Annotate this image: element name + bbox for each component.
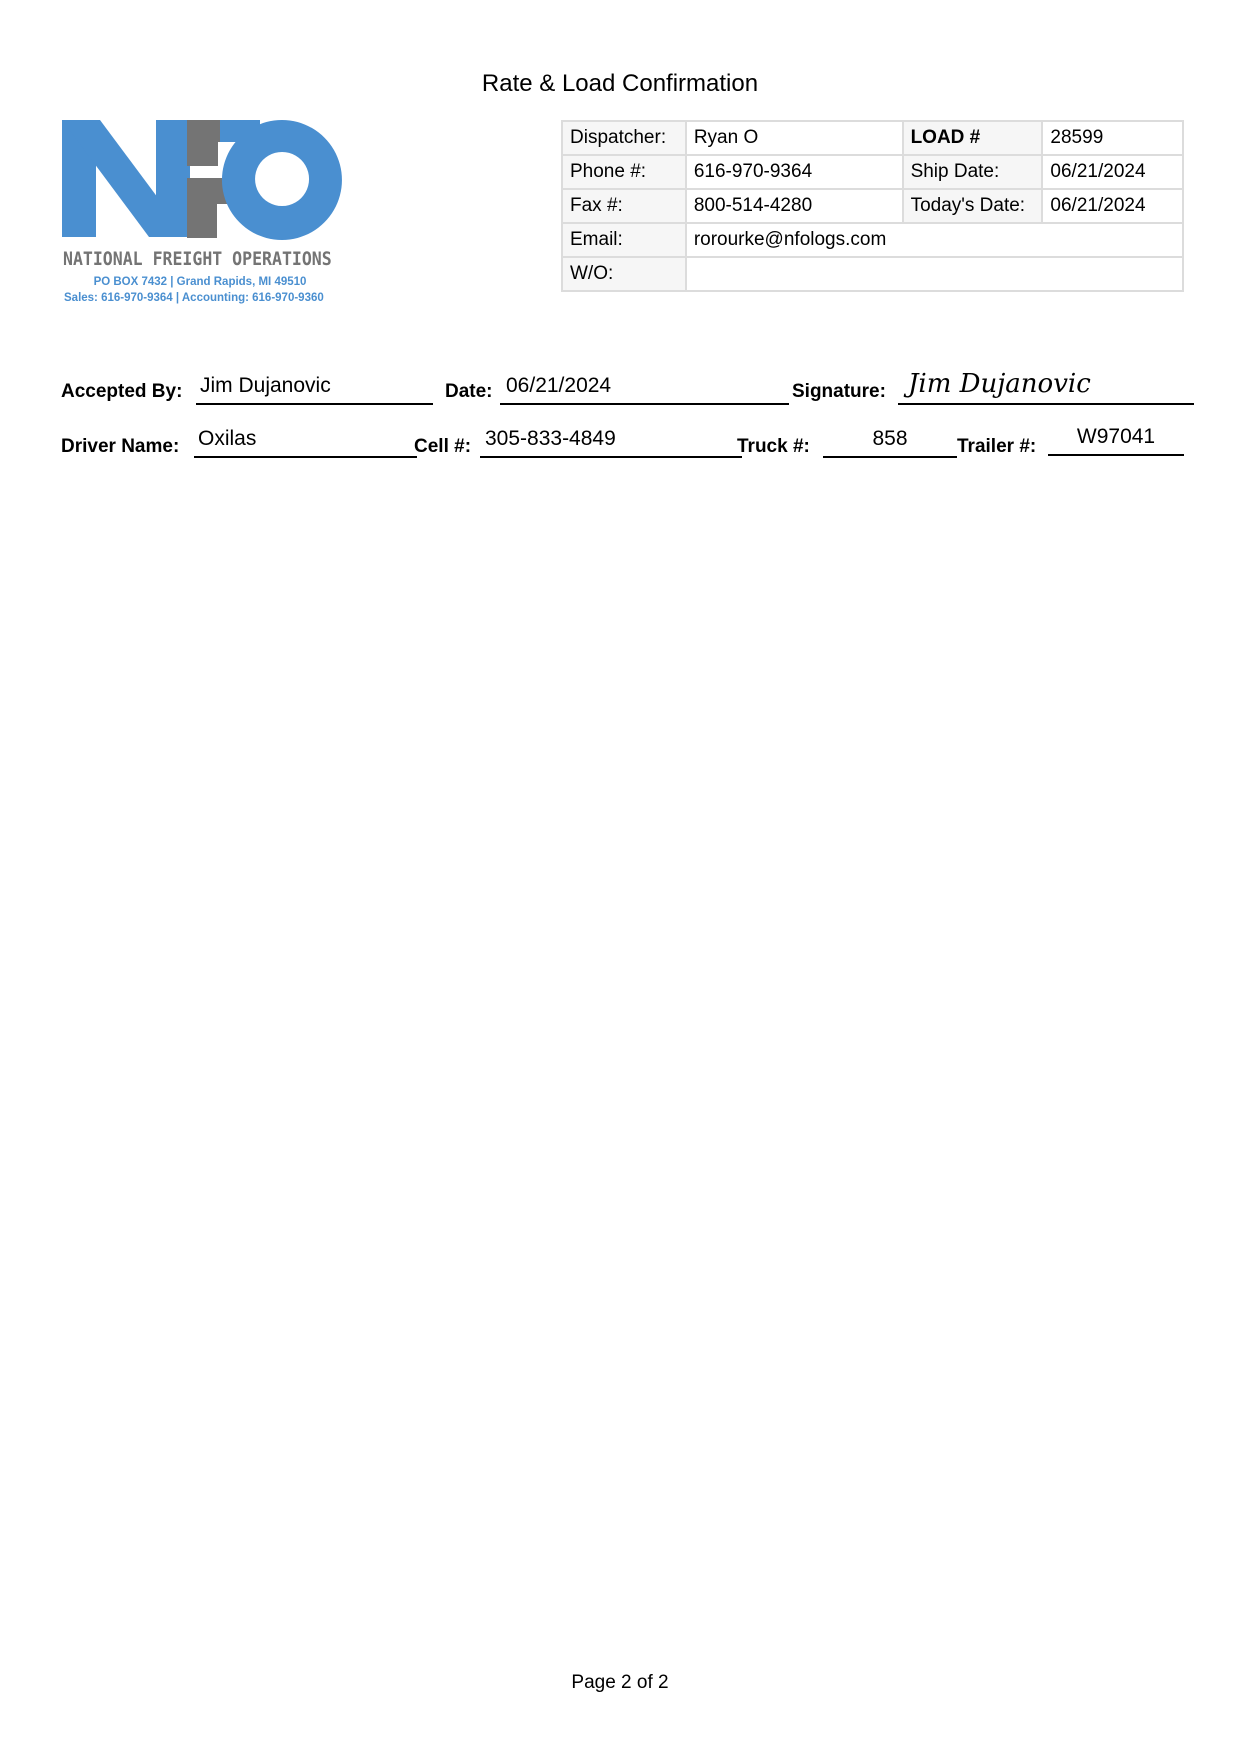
todays-date-value: 06/21/2024 xyxy=(1042,189,1183,223)
todays-date-label: Today's Date: xyxy=(903,189,1043,223)
load-number-label: LOAD # xyxy=(903,121,1043,155)
cell-label: Cell #: xyxy=(414,436,472,457)
acceptance-row xyxy=(0,369,1240,415)
phone-label: Phone #: xyxy=(562,155,686,189)
table-row xyxy=(562,189,1183,223)
signature-label: Signature: xyxy=(792,381,886,402)
trailer-label: Trailer #: xyxy=(957,436,1037,457)
driver-name-field[interactable]: Oxilas xyxy=(194,426,417,458)
fax-value: 800-514-4280 xyxy=(686,189,903,223)
company-logo xyxy=(60,118,350,313)
work-order-label: W/O: xyxy=(562,257,686,291)
document-title: Rate & Load Confirmation xyxy=(481,70,759,97)
ship-date-label: Ship Date: xyxy=(903,155,1043,189)
table-row xyxy=(562,121,1183,155)
table-row xyxy=(562,223,1183,257)
email-value: rorourke@nfologs.com xyxy=(686,223,1183,257)
email-label: Email: xyxy=(562,223,686,257)
date-label: Date: xyxy=(445,381,493,402)
work-order-value xyxy=(686,257,1183,291)
ship-date-value: 06/21/2024 xyxy=(1042,155,1183,189)
signature-field[interactable]: Jim Dujanovic xyxy=(898,373,1194,405)
truck-field[interactable]: 858 xyxy=(823,426,957,458)
phone-value: 616-970-9364 xyxy=(686,155,903,189)
date-field[interactable]: 06/21/2024 xyxy=(500,373,789,405)
load-number-value: 28599 xyxy=(1042,121,1183,155)
driver-name-label: Driver Name: xyxy=(61,436,180,457)
company-phones: Sales: 616-970-9364 | Accounting: 616-970-9360 xyxy=(64,292,324,304)
dispatch-info-table xyxy=(561,120,1184,292)
fax-label: Fax #: xyxy=(562,189,686,223)
dispatcher-value: Ryan O xyxy=(686,121,903,155)
accepted-by-field[interactable]: Jim Dujanovic xyxy=(196,373,433,405)
trailer-field[interactable]: W97041 xyxy=(1048,424,1184,456)
dispatcher-label: Dispatcher: xyxy=(562,121,686,155)
truck-label: Truck #: xyxy=(737,436,810,457)
table-row xyxy=(562,155,1183,189)
accepted-by-label: Accepted By: xyxy=(61,381,183,402)
cell-field[interactable]: 305-833-4849 xyxy=(480,426,742,458)
page-number: Page 2 of 2 xyxy=(571,1672,669,1693)
driver-row xyxy=(0,425,1240,470)
company-name: NATIONAL FREIGHT OPERATIONS xyxy=(63,248,332,270)
company-address: PO BOX 7432 | Grand Rapids, MI 49510 xyxy=(93,276,307,288)
nfo-logo-mark-icon xyxy=(60,118,350,243)
table-row xyxy=(562,257,1183,291)
